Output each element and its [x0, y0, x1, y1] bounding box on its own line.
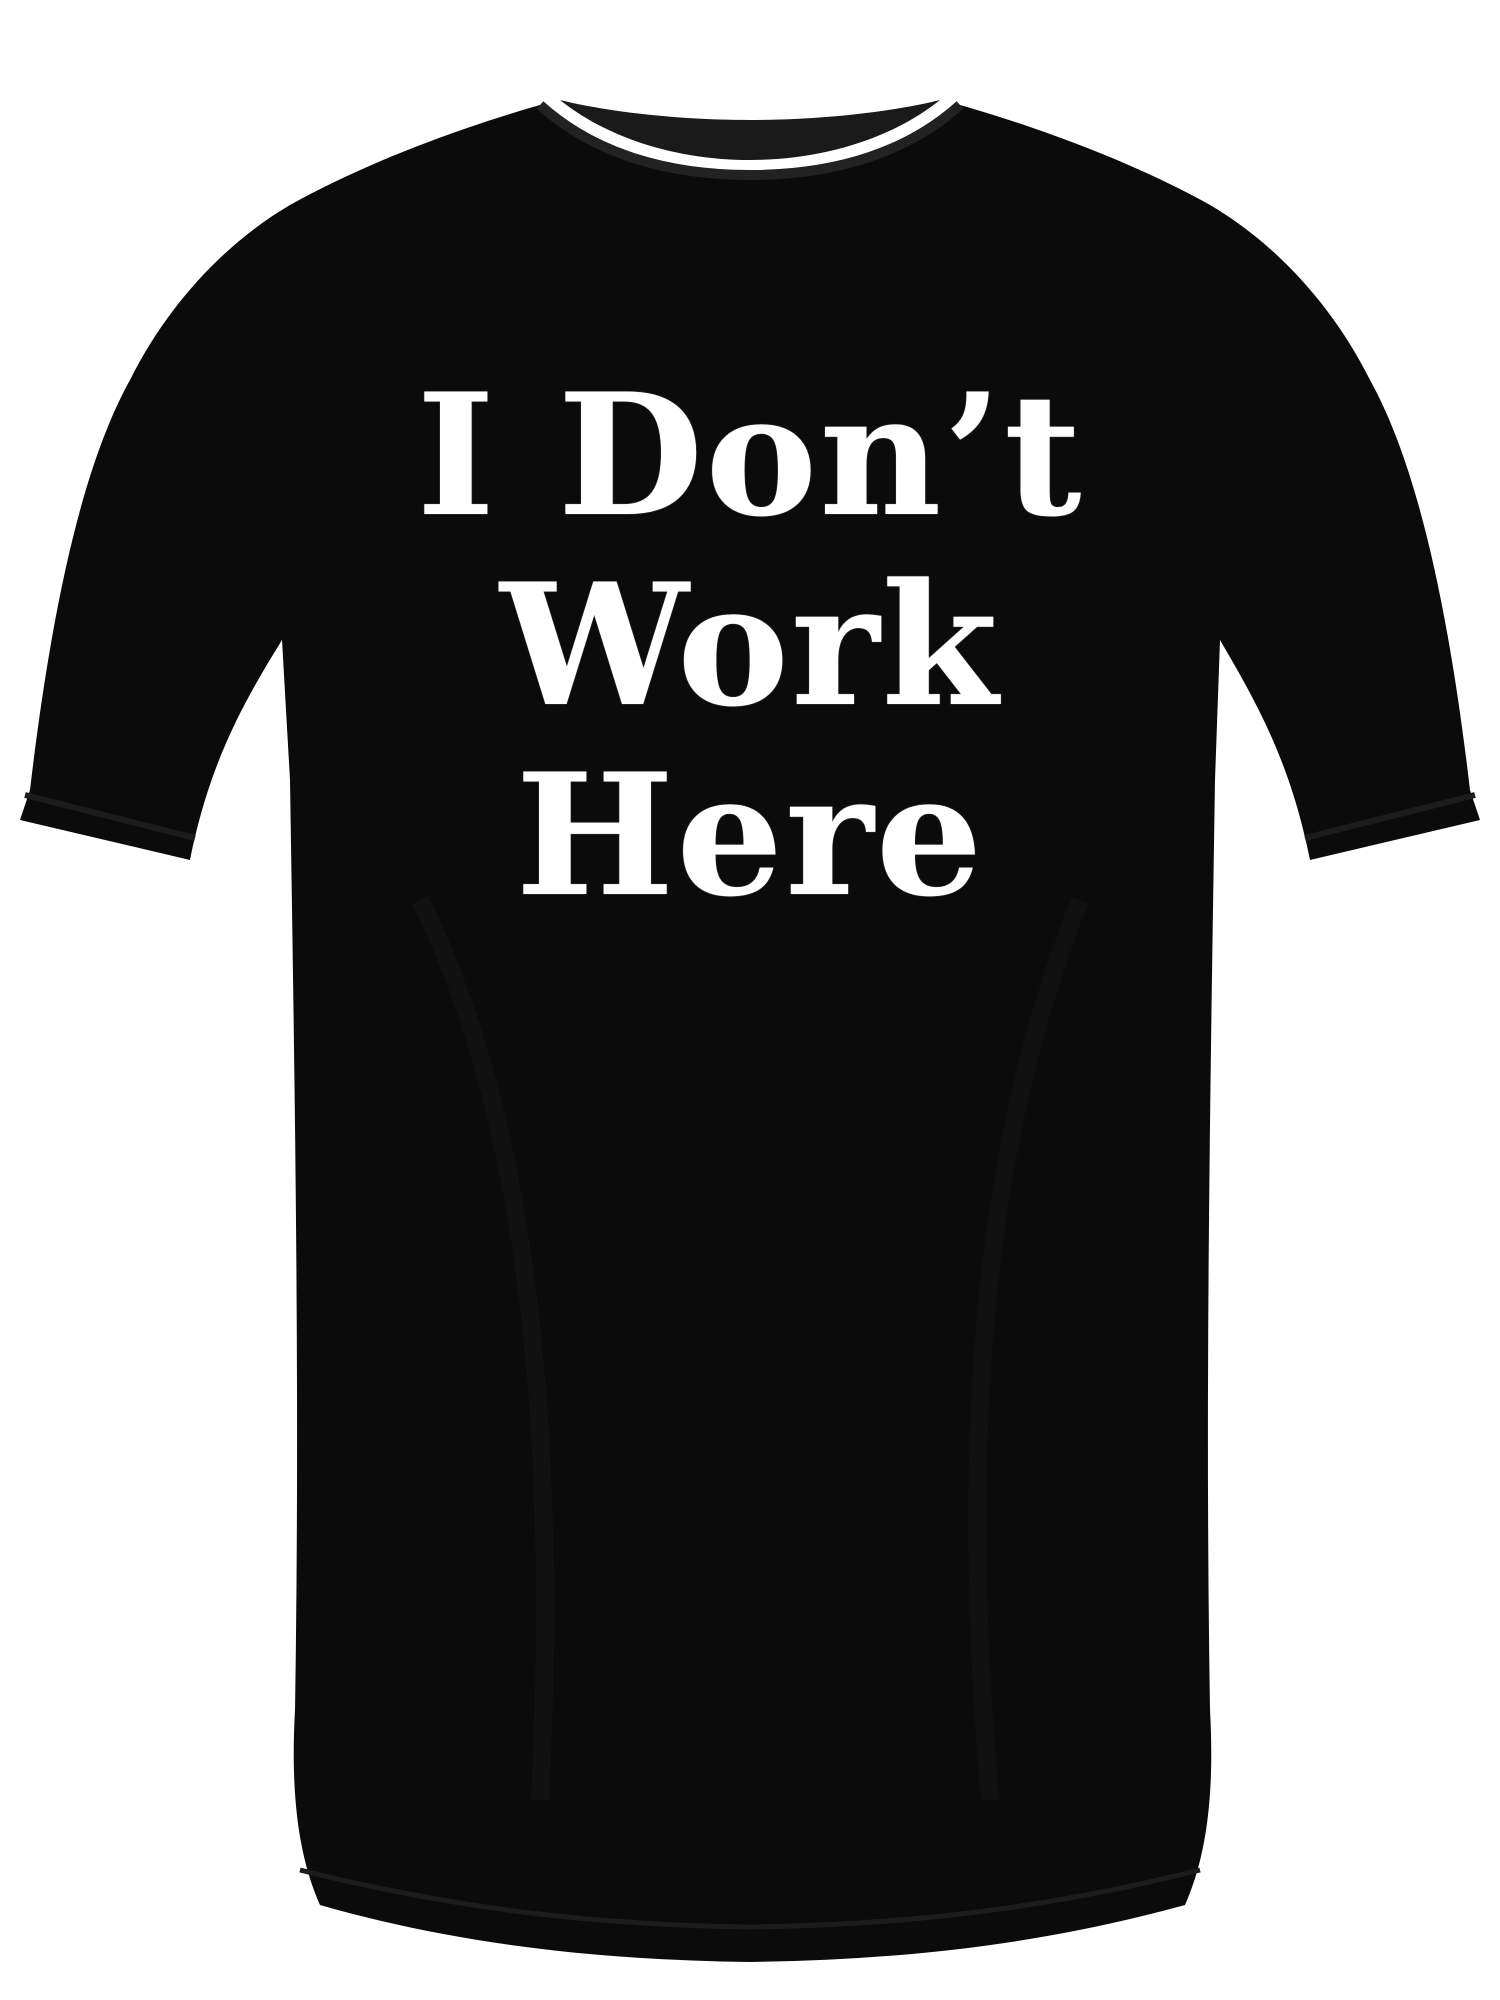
print-line-2: Work [500, 546, 1000, 744]
shirt-print-text [260, 356, 1240, 934]
print-line-3: Here [515, 736, 985, 934]
print-line-1: I Don’t [416, 356, 1084, 554]
